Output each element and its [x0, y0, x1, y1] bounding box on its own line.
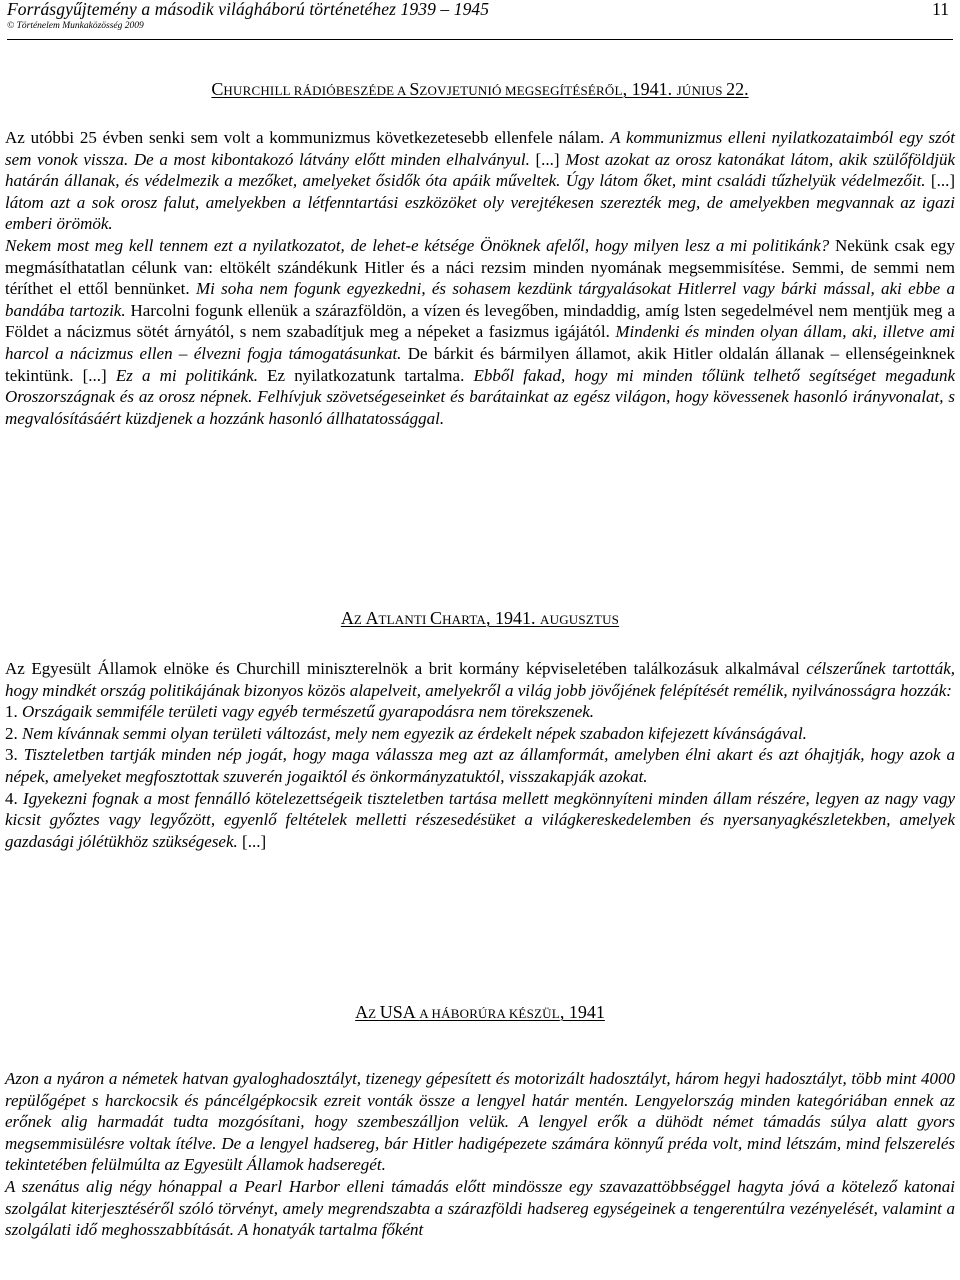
title-part: Z [368, 1006, 380, 1021]
title-part: ZOVJETUNIÓ MEGSEGÍTÉSÉRŐL [419, 83, 623, 98]
intro-text: célszerűnek tartották, hogy mindkét ország politikájának bizonyos közös alapelveit, amelyekről a világ jobb jövőjének felépítését remélik, nyilvánosságra hozzák: [5, 659, 955, 700]
usa-paragraph-1: Azon a nyáron a németek hatvan gyaloghadosztályt, tizenegy gépesített és motorizált hadosztályt, három hegyi hadosztályt, több mint 4000 repülőgépet s harckocsik és páncélgépkocsik ezreit vonták össze a lengyel határ mentén. Lengyelország minden kategóriában ennek az erőnek alig harmadát tudta mozgósítani, hogy szembeszálljon velük. A lengyel erők a dühödt német támadás súlya alatt gyors megsemmisülésre voltak ítélve. De a lengyel hadsereg, bár Hitler hadigépezete számára könnyű préda volt, mind létszám, mind felszerelés tekintetében felülmúlta az Egyesült Államok hadseregét. [5, 1069, 955, 1175]
point-number: 1. [5, 702, 22, 722]
charter-point-1 [5, 701, 955, 723]
speech-text: Az utóbbi 25 évben senki sem volt a kommunizmus következetesebb ellenfele nálam. [5, 128, 611, 147]
title-part: C [211, 79, 224, 99]
charter-point-4 [5, 788, 955, 853]
speech-text: Most azokat az orosz katonákat látom, akik szülőföldjük határán állanak, és védelmezik a mezőket, amelyeket ősidők óta apáik műveltek. Úgy látom őket, mint családi tűzhelyük védelmezőit. [5, 149, 955, 191]
speech-text: Mindenki és minden olyan állam, aki, illetve ami harcol a nácizmus ellen – élvezni fogja támogatásunkat. [5, 322, 955, 363]
point-text: Tiszteletben tartják minden nép jogát, hogy maga válassza meg azt az államformát, amelyben élni akart és azt óhajtják, hogy azok a népek, amelyeket megfosztottak szuverén jogaiktól és önkormányzatuktól, visszakapják azokat. [5, 745, 955, 786]
title-part: HURCHILL RÁDIÓBESZÉDE A [223, 83, 410, 98]
usa-paragraph-2: A szenátus alig négy hónappal a Pearl Harbor elleni támadás előtt mindössze egy szavazattöbbséggel hagyta jóvá a kötelező katonai szolgálat kiterjesztéséről szóló törvényt, amely megrendszabta a szárazföldi hadsereg egységeinek a tengerentúlra vezényelését, valamint a szolgálati idő meghosszabbítását. A honatyák tartalma főként [5, 1176, 955, 1240]
speech-text: Ebből fakad, hogy mi minden tőlünk telhető segítséget megadunk Oroszországnak és az orosz népnek. [5, 365, 956, 407]
title-part: S [409, 79, 420, 99]
charter-intro [5, 658, 955, 701]
title-part: AUGUSZTUS [540, 612, 620, 627]
title-part: A [340, 608, 354, 628]
speech-text: [...] [535, 149, 566, 169]
header-title: Forrásgyűjtemény a második világháború történetéhez 1939 – 1945 [7, 0, 490, 19]
ellipsis-marker: [...] [237, 831, 267, 851]
speech-text: De bárkit és bármilyen államot, akik Hitler oldalán állanak – ellenségeinknek tekintünk. [...] [5, 343, 955, 385]
speech-text: A kommunizmus elleni nyilatkozataimból egy szót sem vonok vissza. De a most kibontakozó látvány előtt minden elhalványul. [5, 128, 955, 169]
title-part: Z [353, 612, 366, 627]
section-title-atlantic-charter [0, 608, 960, 629]
speech-text: Nekünk csak egy megmásíthatatlan célunk van: eltökélt szándékunk Hitler és a náci rezsim minden nyomának megsemmisítése. Semmi, de semmi nem téríthet el ettől bennünket. [5, 235, 955, 299]
title-part: , 1941 [559, 1002, 605, 1022]
speech-paragraph [5, 127, 955, 235]
charter-point-2 [5, 723, 955, 745]
title-part: C [430, 608, 443, 628]
point-text: Igyekezni fognak a most fennálló kötelezettségeik tiszteletben tartása mellett megkönnyíteni minden állam részére, legyen az nagy vagy kicsit győztes vagy legyőzött, egyenlő feltételek melletti részesedésüket a világkereskedelemben és nyersanyagkészletekben, amelyek gazdasági jólétükhöz szükségesek. [5, 788, 955, 851]
point-number: 4. [5, 788, 23, 808]
title-part: USA [379, 1002, 420, 1022]
speech-text: Felhívjuk szövetségeseinket és barátainkat az egész világon, hogy kövessenek hasonló irányvonalat, s megvalósításáért küzdjenek a hozzánk hasonló állhatatossággal. [5, 387, 955, 428]
title-part: 22. [726, 79, 749, 99]
header-copyright: © Történelem Munkaközösség 2009 [7, 21, 144, 31]
speech-text: látom azt a sok orosz falut, amelyekben a létfenntartási eszközöket oly verejtékesen szerezték meg, de amelyekben megvannak az igazi emberi örömök. [5, 192, 955, 234]
title-part: TLANTI [378, 612, 431, 627]
title-part: A [355, 1002, 369, 1022]
header-divider [7, 39, 953, 40]
speech-text: Mi soha nem fogunk egyezkedni, és sohasem kezdünk tárgyalásokat Hitlerrel vagy bárki mással, aki ebbe a bandába tartozik. [5, 279, 955, 320]
point-text: Nem kívánnak semmi olyan területi változást, mely nem egyezik az érdekelt népek szabadon kifejezett kívánságával. [22, 723, 807, 743]
title-part: A [365, 608, 379, 628]
atlantic-charter-text [5, 658, 955, 852]
title-part: A HÁBORÚRA KÉSZÜL [419, 1006, 560, 1021]
section-title-usa [0, 1002, 960, 1023]
point-number: 2. [5, 723, 22, 743]
page-number: 11 [932, 0, 949, 19]
speech-text: Nekem most meg kell tennem ezt a nyilatkozatot, de lehet-e kétsége Önöknek afelől, hogy milyen lesz a mi politikánk? [5, 235, 835, 255]
speech-text: Harcolni fogunk ellenük a szárazföldön, a vízen és levegőben, mindaddig, amíg lsten segedelmével nem mentjük meg a Földet a nácizmus sötét árnyától, s nem szabadítjuk meg a népeket a fasizmus igájától. [5, 300, 955, 342]
speech-text: Ez nyilatkozatunk tartalma. [267, 365, 474, 385]
title-part: , 1941. [486, 608, 541, 628]
intro-text: Az Egyesült Államok elnöke és Churchill miniszterelnök a brit kormány képviseletében találkozásuk alkalmával [5, 659, 807, 678]
speech-text: [...] [930, 171, 955, 191]
point-text: Országaik semmiféle területi vagy egyéb természetű gyarapodásra nem törekszenek. [22, 702, 595, 722]
section-title-churchill [0, 79, 960, 100]
title-part: , 1941. [622, 79, 677, 99]
churchill-speech-text [5, 127, 955, 429]
usa-preparation-text [5, 1068, 955, 1241]
speech-text: Ez a mi politikánk. [115, 365, 268, 385]
title-part: HARTA [442, 612, 487, 627]
speech-paragraph [5, 235, 955, 429]
title-part: JÚNIUS [676, 83, 727, 98]
charter-point-3 [5, 744, 955, 787]
point-number: 3. [5, 745, 24, 765]
